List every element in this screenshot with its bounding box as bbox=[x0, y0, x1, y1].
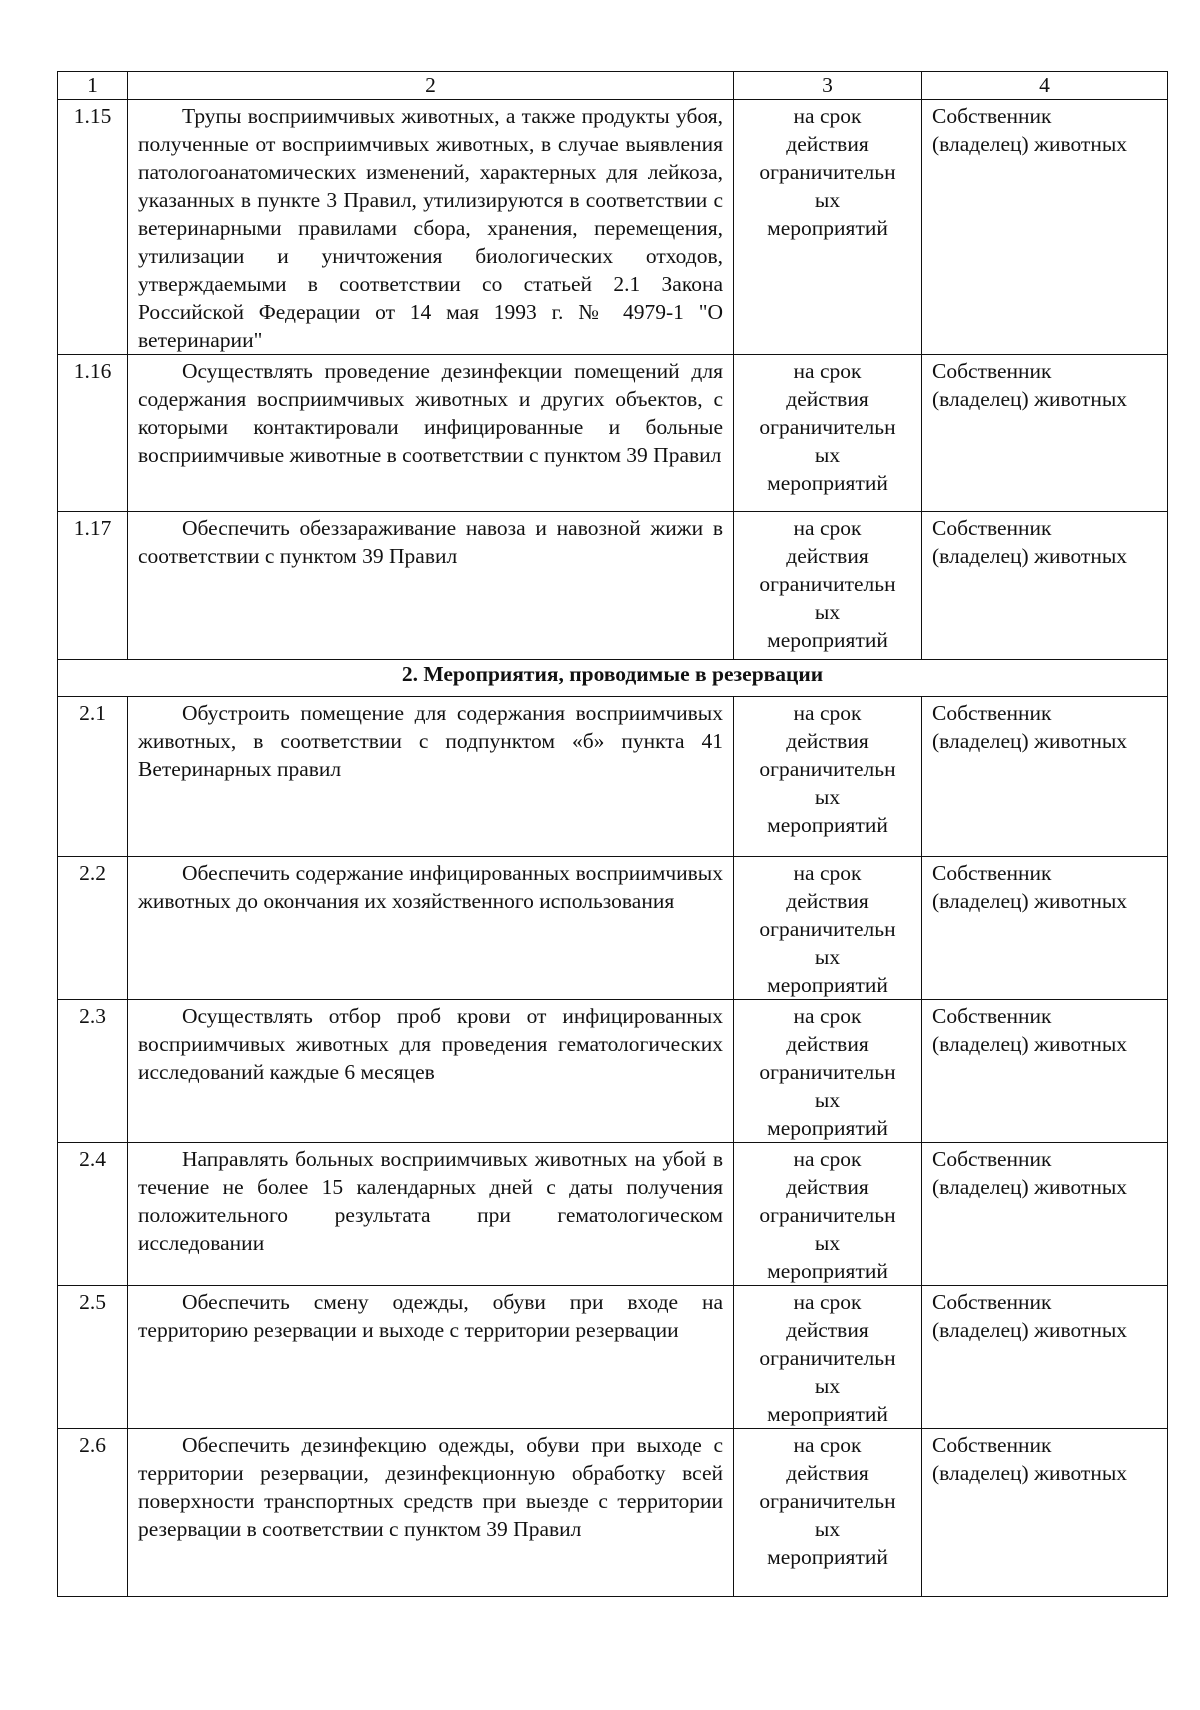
table-row bbox=[58, 857, 1168, 1000]
row-responsible: Собственник (владелец) животных bbox=[922, 857, 1168, 1000]
row-measure-text: Направлять больных восприимчивых животных на убой в течение не более 15 календарных дней с даты получения положительного результата при гематологическом исследовании bbox=[128, 1143, 734, 1286]
column-number-4: 4 bbox=[922, 72, 1168, 100]
table-row bbox=[58, 355, 1168, 512]
row-number: 2.2 bbox=[58, 857, 128, 1000]
row-responsible: Собственник (владелец) животных bbox=[922, 1143, 1168, 1286]
row-number: 1.17 bbox=[58, 512, 128, 660]
row-responsible: Собственник (владелец) животных bbox=[922, 512, 1168, 660]
row-measure-text: Обеспечить содержание инфицированных восприимчивых животных до окончания их хозяйственного использования bbox=[128, 857, 734, 1000]
table-row bbox=[58, 697, 1168, 857]
column-number-1: 1 bbox=[58, 72, 128, 100]
row-term: на срок действия ограничительн ых мероприятий bbox=[734, 1286, 922, 1429]
row-term: на срок действия ограничительн ых мероприятий bbox=[734, 1429, 922, 1597]
table-row bbox=[58, 1143, 1168, 1286]
row-responsible: Собственник (владелец) животных bbox=[922, 1000, 1168, 1143]
row-measure-text: Обустроить помещение для содержания восприимчивых животных, в соответствии с подпунктом «б» пункта 41 Ветеринарных правил bbox=[128, 697, 734, 857]
row-term: на срок действия ограничительн ых мероприятий bbox=[734, 100, 922, 355]
section-heading-row bbox=[58, 660, 1168, 697]
table-row bbox=[58, 1429, 1168, 1597]
row-term: на срок действия ограничительн ых мероприятий bbox=[734, 857, 922, 1000]
row-term: на срок действия ограничительн ых мероприятий bbox=[734, 1000, 922, 1143]
table-row bbox=[58, 512, 1168, 660]
row-responsible: Собственник (владелец) животных bbox=[922, 1286, 1168, 1429]
row-number: 1.15 bbox=[58, 100, 128, 355]
column-number-3: 3 bbox=[734, 72, 922, 100]
row-measure-text: Осуществлять отбор проб крови от инфицированных восприимчивых животных для проведения гематологических исследований каждые 6 месяцев bbox=[128, 1000, 734, 1143]
row-responsible: Собственник (владелец) животных bbox=[922, 697, 1168, 857]
row-number: 2.6 bbox=[58, 1429, 128, 1597]
row-measure-text: Трупы восприимчивых животных, а также продукты убоя, полученные от восприимчивых животных, в случае выявления патологоанатомических изменений, характерных для лейкоза, указанных в пункте 3 Правил, утилизируются в соответствии с ветеринарными правилами сбора, хранения, перемещения, утилизации и уничтожения биологических отходов, утверждаемыми в соответствии со статьей 2.1 Закона Российской Федерации от 14 мая 1993 г. № 4979-1 "О ветеринарии" bbox=[128, 100, 734, 355]
row-number: 2.4 bbox=[58, 1143, 128, 1286]
row-responsible: Собственник (владелец) животных bbox=[922, 355, 1168, 512]
table-row bbox=[58, 100, 1168, 355]
row-term: на срок действия ограничительн ых мероприятий bbox=[734, 1143, 922, 1286]
row-term: на срок действия ограничительн ых мероприятий bbox=[734, 355, 922, 512]
table-row bbox=[58, 1286, 1168, 1429]
row-term: на срок действия ограничительн ых мероприятий bbox=[734, 512, 922, 660]
column-number-2: 2 bbox=[128, 72, 734, 100]
row-responsible: Собственник (владелец) животных bbox=[922, 1429, 1168, 1597]
section-title: 2. Мероприятия, проводимые в резервации bbox=[58, 660, 1168, 697]
row-term: на срок действия ограничительн ых мероприятий bbox=[734, 697, 922, 857]
row-responsible: Собственник (владелец) животных bbox=[922, 100, 1168, 355]
row-measure-text: Обеспечить обеззараживание навоза и навозной жижи в соответствии с пунктом 39 Правил bbox=[128, 512, 734, 660]
row-measure-text: Обеспечить смену одежды, обуви при входе на территорию резервации и выходе с территории резервации bbox=[128, 1286, 734, 1429]
column-number-row bbox=[58, 72, 1168, 100]
measures-table bbox=[57, 71, 1168, 1597]
row-number: 1.16 bbox=[58, 355, 128, 512]
row-measure-text: Обеспечить дезинфекцию одежды, обуви при выходе с территории резервации, дезинфекционную обработку всей поверхности транспортных средств при выезде с территории резервации в соответствии с пунктом 39 Правил bbox=[128, 1429, 734, 1597]
row-number: 2.5 bbox=[58, 1286, 128, 1429]
row-number: 2.1 bbox=[58, 697, 128, 857]
row-number: 2.3 bbox=[58, 1000, 128, 1143]
table-row bbox=[58, 1000, 1168, 1143]
row-measure-text: Осуществлять проведение дезинфекции помещений для содержания восприимчивых животных и других объектов, с которыми контактировали инфицированные и больные восприимчивые животные в соответствии с пунктом 39 Правил bbox=[128, 355, 734, 512]
